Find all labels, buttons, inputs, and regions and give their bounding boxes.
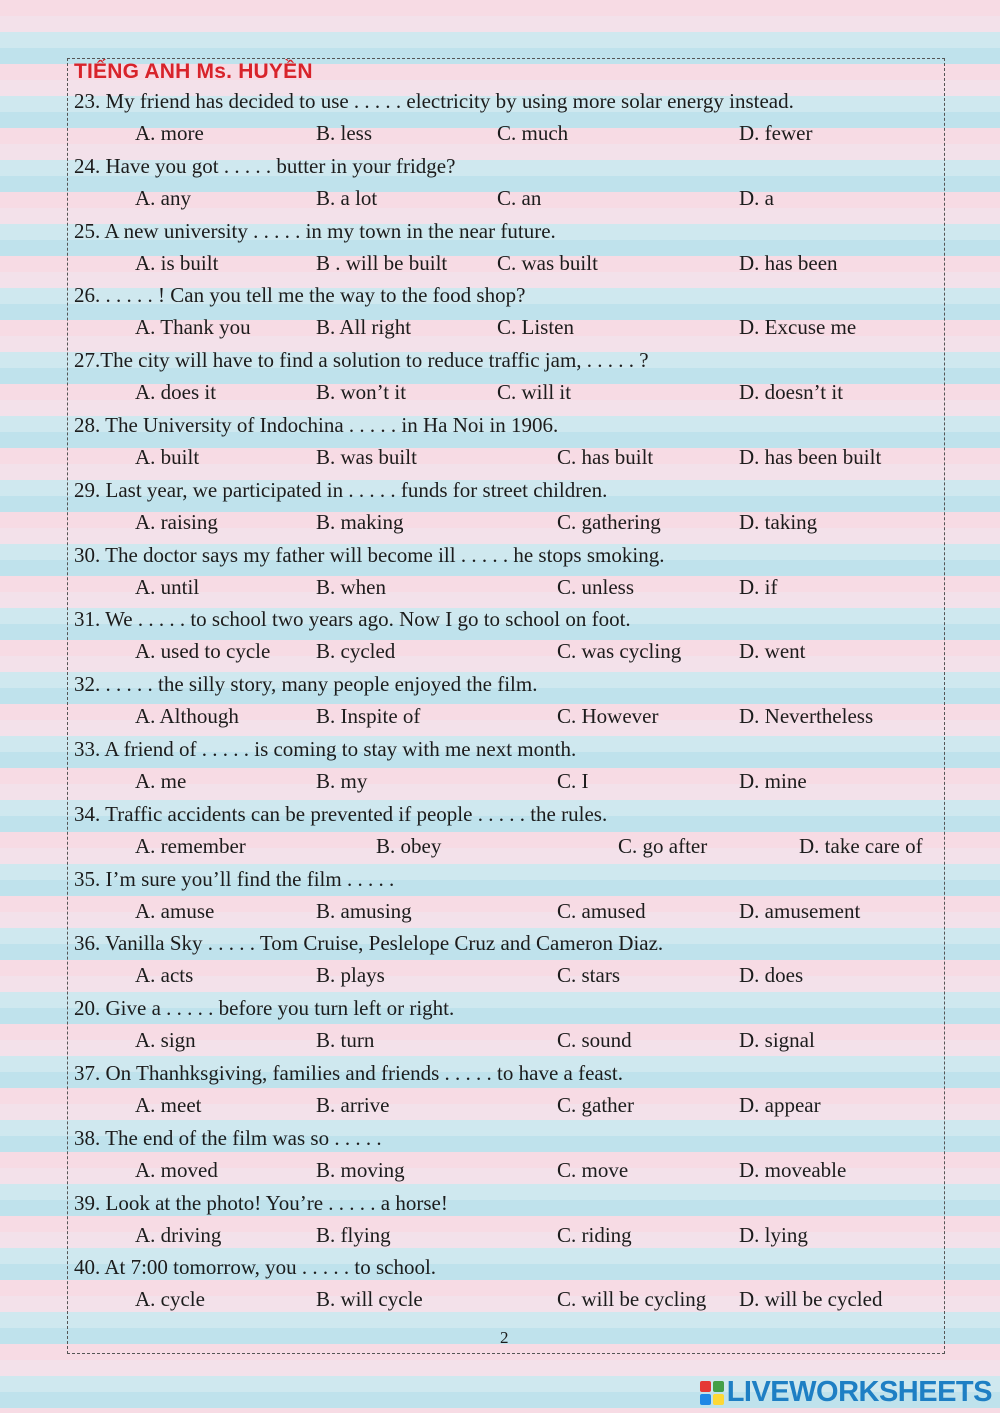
answer-option[interactable]: C. gathering — [557, 509, 661, 534]
question-text: 34. Traffic accidents can be prevented if people . . . . . the rules. — [74, 801, 608, 826]
answer-option[interactable]: D. moveable — [739, 1157, 847, 1182]
answer-option[interactable]: C. move — [557, 1157, 629, 1182]
answer-option[interactable]: A. acts — [135, 963, 194, 988]
question-text: 24. Have you got . . . . . butter in your fridge? — [74, 153, 456, 178]
answer-option[interactable]: B. amusing — [316, 898, 412, 923]
answer-option[interactable]: D. Nevertheless — [739, 704, 874, 729]
question-text: 28. The University of Indochina . . . . . in Ha Noi in 1906. — [74, 413, 559, 437]
answer-option[interactable]: D. a — [739, 185, 774, 210]
answer-option[interactable]: A. meet — [135, 1093, 202, 1117]
answer-option[interactable]: B. Inspite of — [316, 704, 421, 729]
answer-option[interactable]: C. However — [557, 704, 659, 729]
answer-option[interactable]: C. unless — [557, 574, 635, 599]
answer-option[interactable]: A. Although — [135, 704, 239, 729]
answer-option[interactable]: A. driving — [135, 1222, 222, 1247]
answer-option[interactable]: A. does it — [135, 380, 217, 405]
question-text: 38. The end of the film was so . . . . . — [74, 1125, 382, 1150]
answer-option[interactable]: C. will it — [497, 380, 572, 405]
answer-option[interactable]: B. a lot — [316, 185, 378, 210]
answer-option[interactable]: A. any — [135, 185, 191, 210]
answer-option[interactable]: A. me — [135, 769, 187, 793]
answer-option[interactable]: B. will cycle — [316, 1287, 423, 1312]
answer-option[interactable]: D. has been built — [739, 445, 882, 469]
answer-option[interactable]: B. cycled — [316, 639, 396, 664]
worksheet-title: TIẾNG ANH Ms. HUYỀN — [74, 60, 313, 83]
answer-option[interactable]: B. making — [316, 509, 404, 534]
answer-option[interactable]: A. remember — [135, 833, 246, 858]
answer-option[interactable]: D. has been — [739, 250, 838, 275]
answer-option[interactable]: A. amuse — [135, 898, 215, 923]
answer-option[interactable]: D. taking — [739, 509, 818, 534]
answer-option[interactable]: D. fewer — [739, 121, 813, 145]
question-text: 35. I’m sure you’ll find the film . . . . . — [74, 866, 395, 891]
answer-option[interactable]: A. Thank you — [135, 315, 251, 340]
answer-option[interactable]: D. Excuse me — [739, 315, 857, 340]
answer-option[interactable]: C. much — [497, 121, 569, 145]
answer-option[interactable]: A. moved — [135, 1157, 218, 1182]
brand-grid-icon — [700, 1381, 724, 1405]
answer-option[interactable]: C. amused — [557, 898, 646, 923]
answer-option[interactable]: B. All right — [316, 315, 412, 340]
answer-option[interactable]: B. turn — [316, 1028, 375, 1053]
answer-option[interactable]: A. more — [135, 121, 204, 145]
answer-option[interactable]: B. won’t it — [316, 380, 407, 405]
answer-option[interactable]: C. an — [497, 185, 542, 210]
answer-option[interactable]: C. stars — [557, 963, 620, 988]
question-text: 30. The doctor says my father will become ill . . . . . he stops smoking. — [74, 542, 665, 567]
brand-name: LIVEWORKSHEETS — [726, 1376, 992, 1408]
answer-option[interactable]: D. lying — [739, 1222, 808, 1247]
answer-option[interactable]: A. sign — [135, 1028, 196, 1053]
question-text: 31. We . . . . . to school two years ago. Now I go to school on foot. — [74, 607, 631, 632]
page-number: 2 — [500, 1328, 509, 1347]
question-text: 33. A friend of . . . . . is coming to stay with me next month. — [74, 737, 577, 761]
question-text: 32. . . . . . the silly story, many people enjoyed the film. — [74, 672, 538, 697]
answer-option[interactable]: B. less — [316, 121, 373, 145]
answer-option[interactable]: D. take care of — [799, 833, 923, 858]
answer-option[interactable]: A. is built — [135, 250, 219, 275]
question-text: 39. Look at the photo! You’re . . . . . a horse! — [74, 1190, 448, 1215]
answer-option[interactable]: C. go after — [618, 833, 708, 858]
answer-option[interactable]: A. raising — [135, 509, 218, 534]
question-text: 20. Give a . . . . . before you turn left or right. — [74, 996, 455, 1021]
question-text: 36. Vanilla Sky . . . . . Tom Cruise, Peslelope Cruz and Cameron Diaz. — [74, 931, 664, 956]
answer-option[interactable]: B. my — [316, 769, 368, 793]
answer-option[interactable]: D. mine — [739, 769, 807, 793]
answer-option[interactable]: D. appear — [739, 1093, 821, 1117]
answer-option[interactable]: D. doesn’t it — [739, 380, 844, 405]
answer-option[interactable]: A. used to cycle — [135, 639, 271, 664]
question-text: 40. At 7:00 tomorrow, you . . . . . to school. — [74, 1255, 437, 1280]
answer-option[interactable]: C. sound — [557, 1028, 632, 1053]
answer-option[interactable]: B. arrive — [316, 1093, 390, 1117]
question-text: 37. On Thanhksgiving, families and friends . . . . . to have a feast. — [74, 1061, 623, 1085]
answer-option[interactable]: A. built — [135, 445, 200, 469]
answer-option[interactable]: C. I — [557, 769, 589, 793]
answer-option[interactable]: B. obey — [376, 833, 442, 858]
answer-option[interactable]: A. until — [135, 574, 200, 599]
answer-option[interactable]: C. was built — [497, 250, 598, 275]
answer-option[interactable]: C. has built — [557, 445, 654, 469]
answer-option[interactable]: D. will be cycled — [739, 1287, 883, 1312]
answer-option[interactable]: D. if — [739, 574, 778, 599]
question-text: 25. A new university . . . . . in my town in the near future. — [74, 218, 556, 243]
question-text: 26. . . . . . ! Can you tell me the way to the food shop? — [74, 283, 526, 308]
answer-option[interactable]: C. riding — [557, 1222, 632, 1247]
answer-option[interactable]: D. amusement — [739, 898, 861, 923]
question-text: 27.The city will have to find a solution to reduce traffic jam, . . . . . ? — [74, 348, 649, 373]
answer-option[interactable]: C. will be cycling — [557, 1287, 707, 1312]
answer-option[interactable]: D. does — [739, 963, 804, 988]
answer-option[interactable]: A. cycle — [135, 1287, 205, 1312]
answer-option[interactable]: B. was built — [316, 445, 417, 469]
answer-option[interactable]: B. flying — [316, 1222, 391, 1247]
answer-option[interactable]: B . will be built — [316, 250, 448, 275]
liveworksheets-logo — [700, 1376, 992, 1409]
answer-option[interactable]: D. went — [739, 639, 806, 664]
answer-option[interactable]: B. moving — [316, 1157, 405, 1182]
answer-option[interactable]: C. gather — [557, 1093, 634, 1117]
answer-option[interactable]: C. was cycling — [557, 639, 682, 664]
answer-option[interactable]: C. Listen — [497, 315, 574, 340]
answer-option[interactable]: B. when — [316, 574, 386, 599]
answer-option[interactable]: B. plays — [316, 963, 385, 988]
answer-option[interactable]: D. signal — [739, 1028, 815, 1053]
question-text: 23. My friend has decided to use . . . . . electricity by using more solar energy instead. — [74, 89, 794, 113]
question-text: 29. Last year, we participated in . . . . . funds for street children. — [74, 477, 608, 502]
